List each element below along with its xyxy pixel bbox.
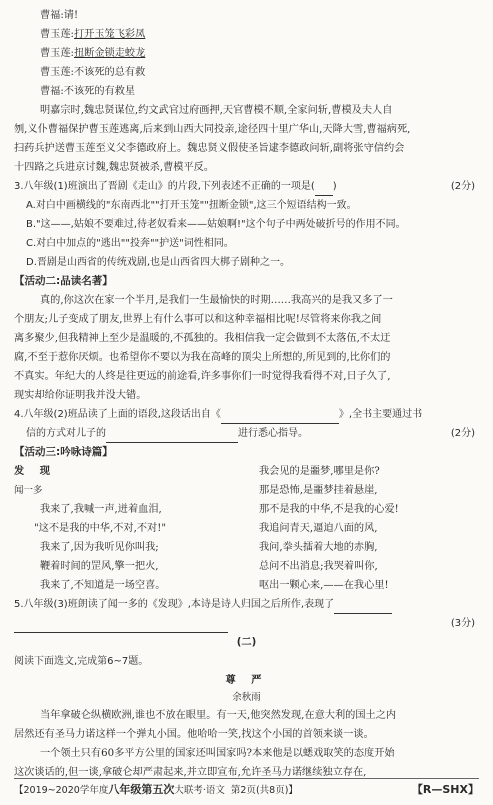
option-a: A.对白中画横线的"东南西北""打开玉笼""扭断金锁",这三个短语结构一致。 <box>26 200 357 211</box>
dialogue-line: 曹玉莲:打开玉笼飞彩凤 <box>40 29 146 40</box>
answer-blank[interactable] <box>334 601 392 614</box>
question-4-text: 信的方式对儿子的 <box>26 428 106 439</box>
essay-line: 居然还有圣马力诺这样一个弹丸小国。他哈哈一笑,找这个小国的首领来谈一谈。 <box>14 729 374 740</box>
poem <box>14 462 479 595</box>
footer-code: 【R—SHX】 <box>411 783 479 796</box>
footer-year: 【2019~2020学年度 <box>14 785 109 796</box>
answer-blank[interactable] <box>315 183 333 196</box>
excerpt-line: 现实却给你证明我并没大错。 <box>14 390 147 401</box>
poem-line: 那是恐怖,是噩梦挂着悬崖, <box>259 485 378 496</box>
question-4-text: 》,全书主要通过书 <box>338 409 423 420</box>
essay-line: 当年拿破仑纵横欧洲,谁也不放在眼里。有一天,他突然发现,在意大利的国土之内 <box>40 710 397 721</box>
essay-body <box>14 706 479 782</box>
dialogue-line: 曹福:请! <box>40 10 79 21</box>
section-heading: (二) <box>236 637 257 648</box>
poem-title: 发 现 <box>14 465 56 477</box>
poem-line: 呕出一颗心来,——在我心里! <box>259 580 389 591</box>
score-label: (2分) <box>450 181 475 192</box>
poem-right-column <box>259 462 479 595</box>
essay-line: 这次谈话的,但一谈,拿破仑却严肃起来,并立即宣布,允许圣马力诺继续独立存在, <box>14 767 367 778</box>
underlined-phrase: 扭断金锁走蛟龙 <box>74 48 146 59</box>
option-c: C.对白中加点的"逃出""投奔""护送"词性相同。 <box>26 238 234 249</box>
question-3-paren: ) <box>332 181 337 192</box>
underlined-phrase: 打开玉笼飞彩凤 <box>74 29 146 40</box>
footer-divider <box>14 778 479 779</box>
synopsis-line: 明嘉宗时,魏忠贤谋位,约文武官过府画押,天官曹模不顺,全家问斩,曹模及夫人自 <box>40 105 393 116</box>
question-5-text: 5.八年级(3)班朗读了闻一多的《发现》,本诗是诗人归国之后所作,表现了 <box>14 599 335 610</box>
guidance-blank[interactable] <box>106 430 238 443</box>
question-5-line-2 <box>14 614 479 633</box>
synopsis-line: 刎,义仆曹福保护曹玉莲逃离,后来到山西大同投亲,途径四十里广华山,天降大雪,曹福病死, <box>14 124 411 135</box>
poem-line: 鞭着时间的罡风,擎一把火, <box>40 561 159 572</box>
dialogue-line: 曹玉莲:不该死的总有救 <box>40 67 146 78</box>
footer-grade: 八年级第五次 <box>108 783 175 796</box>
page-footer <box>14 781 479 797</box>
essay-author: 余秋雨 <box>232 692 261 703</box>
book-title-blank[interactable] <box>221 411 339 424</box>
poem-line: 我来了,不知道是一场空喜。 <box>40 580 166 591</box>
question-3-stem <box>14 177 479 196</box>
dialogue-line: 曹福:不该死的有救星 <box>40 86 136 97</box>
essay-title: 尊 严 <box>225 674 268 686</box>
poem-author: 闻一多 <box>14 485 43 496</box>
footer-left <box>14 781 298 797</box>
play-synopsis <box>14 101 479 177</box>
excerpt-line: 不真实。年纪大的人终是往更远的前途看,许多事你们一时觉得我看得不对,日子久了, <box>14 371 391 382</box>
footer-page-number: 第2页(共8页)】 <box>230 785 298 796</box>
reading-instructions: 阅读下面选文,完成第6~7题。 <box>14 656 149 667</box>
poem-line: 我来了,我喊一声,迸着血泪, <box>40 504 162 515</box>
question-4-text: 4.八年级(2)班品读了上面的语段,这段话出自《 <box>14 409 221 420</box>
poem-line: 我会见的是噩梦,哪里是你? <box>259 466 380 477</box>
activity-2-heading: 【活动二:品读名著】 <box>14 275 113 287</box>
excerpt-line: 真的,你这次在家一个半月,是我们一生最愉快的时期……我高兴的是我又多了一 <box>40 295 393 306</box>
poem-left-column <box>14 462 234 595</box>
synopsis-line: 十四路之兵进京讨魏,魏忠贤被杀,曹模平反。 <box>14 162 215 173</box>
poem-line: "这不是我的中华,不对,不对!" <box>34 523 167 534</box>
synopsis-line: 扫药兵护送曹玉莲至义父李德政府上。魏忠贤义假使圣旨逮李德政问斩,副将张守信约会 <box>14 143 405 154</box>
question-5-line-1 <box>14 595 479 614</box>
dialogue-line: 曹玉莲:扭断金锁走蛟龙 <box>40 48 146 59</box>
poem-line: 我追问青天,逼迫八面的风, <box>259 523 378 534</box>
poem-line: 总问不出消息;我哭着叫你, <box>259 561 378 572</box>
essay-line: 一个领土只有60多平方公里的国家还叫国家吗?本来他是以蟋戏取笑的态度开始 <box>40 748 395 759</box>
excerpt-line: 离多聚少,但我精神上至少是温暖的,不孤独的。我相信我一定会做到不太落伍,不太迂 <box>14 333 391 344</box>
option-b: B."这——,姑娘不要难过,待老奴看来——姑娘啊!"这个句子中两处破折号的作用不同。 <box>26 219 406 230</box>
answer-blank[interactable] <box>14 620 228 633</box>
play-dialogue <box>14 6 479 101</box>
question-4-line-2 <box>14 424 479 443</box>
footer-subject: 大联考·语文 <box>174 785 225 796</box>
question-4-text: 进行悉心指导。 <box>238 428 308 439</box>
excerpt-line: 腐,不至于惹你厌烦。也希望你不要以为我在高峰的顶尖上所想的,所见到的,比你们的 <box>14 352 391 363</box>
excerpt-fu-lei <box>14 291 479 405</box>
poem-line: 我问,拳头擂着大地的赤胸, <box>259 542 378 553</box>
score-label: (2分) <box>450 428 475 439</box>
score-label: (3分) <box>450 618 475 629</box>
option-d: D.晋剧是山西省的传统戏剧,也是山西省四大梆子剧种之一。 <box>26 257 291 268</box>
question-4-line-1 <box>14 405 479 424</box>
question-3-text: 3.八年级(1)班演出了晋剧《走山》的片段,下列表述不正确的一项是( <box>14 181 315 192</box>
poem-line: 我来了,因为我听见你叫我; <box>40 542 159 553</box>
poem-line: 那不是我的中华,不是我的心爱! <box>259 504 399 515</box>
activity-3-heading: 【活动三:吟咏诗篇】 <box>14 446 113 458</box>
excerpt-line: 个朋友;儿子变成了朋友,世界上有什么事可以和这种幸福相比呢!尽管将来你我之间 <box>14 314 382 325</box>
